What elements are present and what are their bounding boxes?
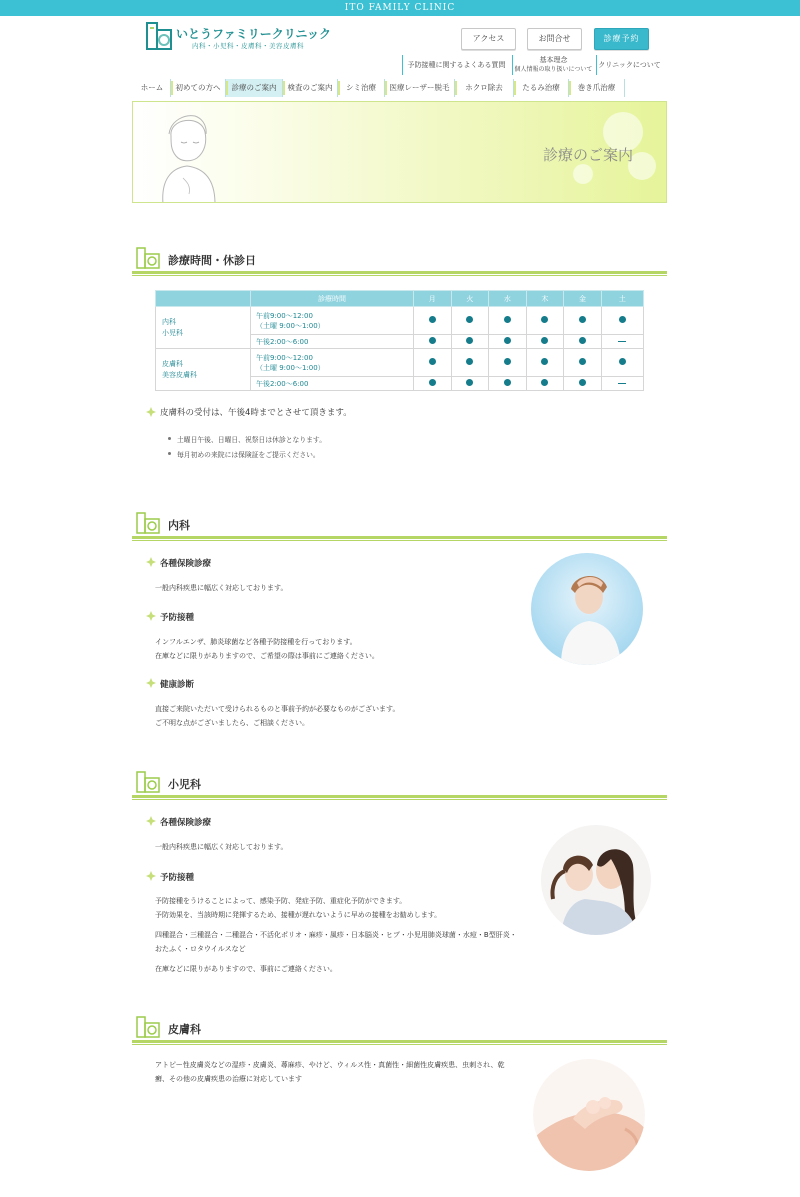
nav-home[interactable]	[134, 79, 171, 97]
dept-name: 内科	[162, 317, 176, 326]
privacy-label: 個人情報の取り扱いについて	[514, 66, 593, 73]
nav-spot-treatment[interactable]	[338, 79, 385, 97]
list-item: 土曜日午後、日曜日、祝祭日は休診となります。	[177, 436, 326, 444]
hours-table	[155, 290, 644, 391]
open-cell	[526, 377, 564, 391]
list-item: 毎月初めの来院には保険証をご提示ください。	[177, 451, 320, 459]
about-clinic-link[interactable]: クリニックについて	[596, 55, 662, 75]
open-cell	[564, 307, 602, 335]
access-button[interactable]: アクセス	[461, 28, 516, 50]
open-dot-icon	[466, 379, 473, 386]
table-header	[156, 291, 251, 307]
nav-accent	[283, 81, 285, 95]
open-dot-icon	[466, 337, 473, 344]
leaf-icon	[145, 556, 157, 568]
section-title: 皮膚科	[168, 1023, 201, 1036]
closed-cell	[601, 335, 643, 349]
open-dot-icon	[541, 379, 548, 386]
nav-label: ホクロ除去	[465, 83, 503, 92]
section-title: 内科	[168, 519, 190, 532]
section-title: 小児科	[168, 778, 201, 791]
clinic-logo-icon	[146, 22, 172, 50]
table-header: 診療時間	[251, 291, 414, 307]
open-dot-icon	[579, 358, 586, 365]
open-cell	[451, 377, 489, 391]
nav-treatment-guide[interactable]	[226, 79, 283, 97]
time-cell	[251, 307, 414, 335]
closed-dash-icon	[618, 341, 626, 342]
open-dot-icon	[619, 358, 626, 365]
time-text: 午後2:00～6:00	[256, 379, 309, 388]
section-divider	[132, 536, 667, 539]
open-cell	[526, 335, 564, 349]
leaf-icon	[145, 406, 157, 418]
body-text: 一般内科疾患に幅広く対応しております。	[155, 843, 288, 851]
open-dot-icon	[579, 337, 586, 344]
table-header: 木	[526, 291, 564, 307]
dept-cell	[156, 307, 251, 349]
open-cell	[414, 349, 452, 377]
closed-cell	[601, 377, 643, 391]
open-cell	[601, 349, 643, 377]
clinic-logo[interactable]	[146, 22, 332, 52]
open-cell	[564, 349, 602, 377]
time-text: 午前9:00～12:00	[256, 311, 313, 320]
page-banner	[132, 101, 667, 203]
open-dot-icon	[466, 316, 473, 323]
open-cell	[451, 307, 489, 335]
open-cell	[414, 335, 452, 349]
child-illustration	[151, 108, 227, 203]
open-dot-icon	[504, 337, 511, 344]
nav-accent	[171, 81, 173, 95]
nav-label: 巻き爪治療	[577, 83, 616, 92]
open-dot-icon	[579, 379, 586, 386]
subsection-heading: 各種保険診療	[160, 818, 212, 828]
philosophy-label: 基本理念	[539, 56, 568, 64]
clinic-name: いとうファミリークリニック	[176, 27, 332, 41]
nav-laser-hair-removal[interactable]	[385, 79, 455, 97]
open-dot-icon	[429, 337, 436, 344]
body-text: 在庫などに限りがありますので、ご希望の際は事前にご連絡ください。	[155, 652, 379, 660]
banner-bubble	[573, 164, 593, 184]
time-text: 午後2:00～6:00	[256, 337, 309, 346]
nav-ingrown-nail[interactable]	[569, 79, 625, 97]
table-row	[156, 307, 644, 335]
nav-accent	[569, 81, 571, 95]
section-header-naika	[132, 512, 667, 538]
nav-accent	[455, 81, 457, 95]
open-dot-icon	[541, 358, 548, 365]
open-cell	[414, 307, 452, 335]
nav-first-visit[interactable]	[171, 79, 226, 97]
nav-label: 診療のご案内	[231, 83, 277, 92]
body-text: 一般内科疾患に幅広く対応しております。	[155, 584, 288, 592]
section-divider	[132, 275, 667, 276]
reservation-button[interactable]: 診療予約	[594, 28, 649, 50]
body-text: 予防効果を、当該時期に発揮するため、接種が遅れないように早めの接種をお勧めします。	[155, 911, 442, 919]
open-cell	[564, 377, 602, 391]
section-mark-icon	[136, 247, 162, 269]
nav-accent	[385, 81, 387, 95]
section-divider	[132, 271, 667, 274]
woman-headache-image	[531, 553, 643, 665]
dept-cell	[156, 349, 251, 391]
time-cell	[251, 335, 414, 349]
nav-mole-removal[interactable]	[455, 79, 514, 97]
table-header: 火	[451, 291, 489, 307]
table-header: 月	[414, 291, 452, 307]
nav-sagging-treatment[interactable]	[514, 79, 569, 97]
open-cell	[526, 349, 564, 377]
open-cell	[489, 307, 527, 335]
section-divider	[132, 795, 667, 798]
body-text: インフルエンザ、肺炎球菌など各種予防接種を行っております。	[155, 638, 357, 646]
baby-hand-image	[533, 1059, 645, 1171]
leaf-icon	[145, 815, 157, 827]
page-title: 診療のご案内	[543, 146, 634, 164]
dermatology-reception-notice: 皮膚科の受付は、午後4時までとさせて頂きます。	[160, 408, 352, 418]
mother-child-image	[541, 825, 651, 935]
subsection-heading: 予防接種	[160, 613, 195, 623]
dept-name: 皮膚科	[162, 359, 183, 368]
body-text: 癬、その他の皮膚疾患の治療に対応しています	[155, 1075, 302, 1083]
site-topbar: ITO FAMILY CLINIC	[0, 0, 800, 16]
open-cell	[601, 307, 643, 335]
time-cell	[251, 377, 414, 391]
nav-label: 初めての方へ	[175, 83, 221, 92]
pediatrics-photo	[541, 825, 651, 935]
dept-name: 小児科	[162, 328, 183, 337]
open-cell	[414, 377, 452, 391]
dermatology-photo	[533, 1059, 645, 1171]
time-text: （土曜 9:00～1:00）	[256, 363, 325, 372]
section-header-shonika	[132, 771, 667, 797]
table-header: 金	[564, 291, 602, 307]
table-header: 土	[601, 291, 643, 307]
open-dot-icon	[429, 379, 436, 386]
dept-name: 美容皮膚科	[162, 370, 197, 379]
nav-label: シミ治療	[346, 83, 376, 92]
philosophy-link[interactable]	[512, 55, 594, 75]
open-dot-icon	[619, 316, 626, 323]
nav-label: 検査のご案内	[287, 83, 333, 92]
body-text: 四種混合・三種混合・二種混合・不活化ポリオ・麻疹・風疹・日本脳炎・ヒブ・小児用肺炎球菌・水痘・B型肝炎・	[155, 931, 517, 939]
table-row	[156, 349, 644, 377]
nav-accent	[226, 81, 228, 95]
subsection-heading: 予防接種	[160, 873, 195, 883]
body-text: 在庫などに限りがありますので、事前にご連絡ください。	[155, 965, 337, 973]
time-cell	[251, 349, 414, 377]
subsection-heading: 健康診断	[160, 680, 195, 690]
body-text: アトピー性皮膚炎などの湿疹・皮膚炎、蕁麻疹、やけど、ウィルス性・真菌性・細菌性皮膚疾患、虫刺され、乾	[155, 1061, 505, 1069]
vaccination-faq-link[interactable]: 予防接種に関するよくある質問	[402, 55, 510, 75]
open-dot-icon	[466, 358, 473, 365]
open-dot-icon	[541, 316, 548, 323]
body-text: 予防接種をうけることによって、感染予防、発症予防、重症化予防ができます。	[155, 897, 407, 905]
nav-label: ホーム	[140, 83, 164, 92]
open-cell	[451, 335, 489, 349]
section-divider	[132, 799, 667, 800]
open-dot-icon	[504, 358, 511, 365]
section-mark-icon	[136, 1016, 162, 1038]
time-text: （土曜 9:00～1:00）	[256, 321, 325, 330]
section-divider	[132, 540, 667, 541]
open-dot-icon	[541, 337, 548, 344]
section-title: 診療時間・休診日	[168, 254, 256, 267]
table-header-row	[156, 291, 644, 307]
body-text: ご不明な点がございましたら、ご相談ください。	[155, 719, 309, 727]
section-divider	[132, 1044, 667, 1045]
subsection-heading: 各種保険診療	[160, 559, 212, 569]
body-text: おたふく・ロタウイルスなど	[155, 945, 246, 953]
nav-label: たるみ治療	[522, 83, 560, 92]
contact-button[interactable]: お問合せ	[527, 28, 582, 50]
nav-accent	[514, 81, 516, 95]
open-cell	[451, 349, 489, 377]
clinic-departments: 内科・小児科・皮膚科・美容皮膚科	[192, 42, 304, 50]
open-cell	[489, 377, 527, 391]
time-text: 午前9:00～12:00	[256, 353, 313, 362]
open-cell	[489, 335, 527, 349]
closed-dash-icon	[618, 383, 626, 384]
leaf-icon	[145, 870, 157, 882]
open-cell	[489, 349, 527, 377]
nav-accent	[338, 81, 340, 95]
open-cell	[564, 335, 602, 349]
nav-exam-guide[interactable]	[283, 79, 338, 97]
internal-medicine-photo	[531, 553, 643, 665]
section-mark-icon	[136, 771, 162, 793]
open-dot-icon	[579, 316, 586, 323]
nav-label: 医療レーザー脱毛	[389, 83, 450, 92]
section-header-hours	[132, 247, 667, 273]
open-dot-icon	[504, 316, 511, 323]
open-dot-icon	[504, 379, 511, 386]
table-header: 水	[489, 291, 527, 307]
leaf-icon	[145, 610, 157, 622]
section-mark-icon	[136, 512, 162, 534]
body-text: 直接ご来院いただいて受けられるものと事前予約が必要なものがございます。	[155, 705, 400, 713]
open-dot-icon	[429, 358, 436, 365]
leaf-icon	[145, 677, 157, 689]
section-header-hifuka	[132, 1016, 667, 1042]
open-dot-icon	[429, 316, 436, 323]
open-cell	[526, 307, 564, 335]
section-divider	[132, 1040, 667, 1043]
